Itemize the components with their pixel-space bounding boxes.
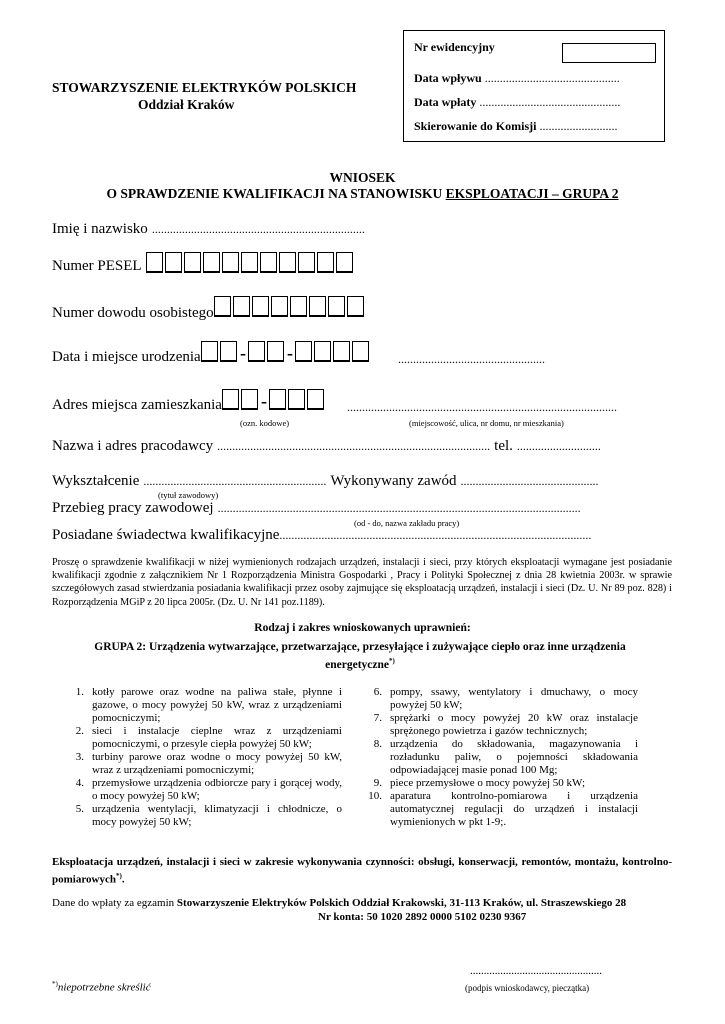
phone-field[interactable]: ............................ [516,439,601,453]
list-item [360,712,638,738]
list-item-number: 4. [75,777,84,789]
committee-referral-field[interactable]: .......................... [539,119,618,133]
digit-box[interactable] [146,252,163,273]
office-use-box [403,30,665,142]
education-hint: (tytuł zawodowy) [158,490,219,500]
list-item-text: pompy, ssawy, wentylatory i dmuchawy, o mocy powyżej 50 kW; [390,686,638,711]
organization-branch: Oddział Kraków [138,97,235,112]
digit-box[interactable] [269,389,286,410]
digit-box[interactable] [298,252,315,273]
registration-number-label: Nr ewidencyjny [414,40,495,54]
postal-code-hint: (ozn. kodowe) [240,418,290,428]
id-number-label: Numer dowodu osobistego [52,305,214,321]
digit-box[interactable] [295,341,312,362]
items-left-column [62,686,342,829]
digit-box[interactable] [314,341,331,362]
name-label: Imię i nazwisko [52,221,148,237]
list-item-text: kotły parowe oraz wodne na paliwa stałe, płynne i gazowe, o mocy powyżej 50 kW, wraz z urządzeniami pomocniczymi; [92,686,342,724]
request-paragraph: Proszę o sprawdzenie kwalifikacji w niżej wymienionych rodzajach urządzeń, instalacji i sieci, przy których eksploatacji wymagane jest posiadanie kwalifikacji zgodnie z załącznikiem Nr 1 Rozporządzenia Ministra Gospodarki , Pracy i Polityki Społecznej z dnia 28 kwietnia 2003r. w sprawie szczegółowych zasad stwierdzania posiadania kwalifikacji przez osoby zajmujące się eksploatacją urządzeń, instalacji i sieci (Dz. U. Nr 89 poz. 828) i Rozporządzenia MGiP z 20 lipca 2005r. (Dz. U. Nr 141 poz.1189). [52,557,672,608]
scope-statement: Eksploatacja urządzeń, instalacji i sieci w zakresie wykonywania czynności: obsługi, konserwacji, remontów, montażu, kontrolno-pomiarowych*). [52,856,672,886]
items-right-column [360,686,638,829]
list-item-number: 2. [75,725,84,737]
profession-field[interactable]: .............................................. [460,474,599,488]
id-number-boxes[interactable] [214,296,366,317]
list-item-text: sprężarki o mocy powyżej 20 kW oraz instalacje sprężonego powietrza i gazów technicznych; [390,712,638,737]
list-item [62,751,342,777]
group-heading: GRUPA 2: Urządzenia wytwarzające, przetwarzające, przesyłające i zużywające ciepło oraz inne urządzenia energetyczne*) [94,641,626,671]
list-item-number: 8. [373,738,382,750]
list-item-text: sieci i instalacje cieplne wraz z urządzeniami pomocniczymi, o przesyle ciepła powyżej 50 kW; [92,725,342,750]
list-item-number: 1. [75,686,84,698]
list-item-text: piece przemysłowe o mocy powyżej 50 kW; [390,777,586,789]
digit-box[interactable] [252,296,269,317]
digit-box[interactable] [214,296,231,317]
digit-box[interactable] [279,252,296,273]
payment-date-field[interactable]: ............................................... [479,95,621,109]
digit-box[interactable] [165,252,182,273]
list-item-number: 7. [373,712,382,724]
list-item-number: 10. [368,790,382,802]
digit-box[interactable] [328,296,345,317]
list-item [62,777,342,803]
dash-separator: - [261,391,267,411]
digit-box[interactable] [307,389,324,410]
payment-info: Dane do wpłaty za egzamin Stowarzyszenie Elektryków Polskich Oddział Krakowski, 31-113 Kraków, ul. Straszewskiego 28 [52,897,627,909]
address-hint: (miejscowość, ulica, nr domu, nr mieszkania) [409,418,564,428]
digit-box[interactable] [352,341,369,362]
birth-date-boxes[interactable] [201,341,371,362]
list-item [360,790,638,829]
digit-box[interactable] [267,341,284,362]
employer-row: Nazwa i adres pracodawcy ........................................................................................... tel. ............................ [52,438,601,454]
career-hint: (od - do, nazwa zakładu pracy) [354,518,460,528]
dash-separator: - [240,343,246,363]
address-label: Adres miejsca zamieszkania [52,397,222,413]
digit-box[interactable] [222,252,239,273]
career-field[interactable]: ......................................................................................................................... [217,501,581,515]
address-field[interactable]: .......................................................................................... [347,400,617,414]
digit-box[interactable] [241,389,258,410]
digit-box[interactable] [201,341,218,362]
certificates-row: Posiadane świadectwa kwalifikacyjne........................................................................................................ [52,527,592,543]
list-item [62,725,342,751]
digit-box[interactable] [271,296,288,317]
digit-box[interactable] [233,296,250,317]
digit-box[interactable] [333,341,350,362]
document-subtitle: O SPRAWDZENIE KWALIFIKACJI NA STANOWISKU EKSPLOATACJI – GRUPA 2 [106,186,619,201]
digit-box[interactable] [222,389,239,410]
list-item [360,777,638,790]
digit-box[interactable] [290,296,307,317]
pesel-boxes[interactable] [146,252,355,273]
employer-field[interactable]: ........................................................................................... [217,439,491,453]
registration-number-field[interactable] [562,43,656,63]
list-item [62,803,342,829]
receipt-date-row: Data wpływu ............................................. [414,71,620,85]
receipt-date-field[interactable]: ............................................. [484,71,620,85]
digit-box[interactable] [317,252,334,273]
postal-code-boxes[interactable] [222,389,326,410]
digit-box[interactable] [241,252,258,273]
payment-date-row: Data wpłaty ............................................... [414,95,621,109]
list-item [360,738,638,777]
list-item-text: urządzenia do składowania, magazynowania i rozładunku paliw, o pojemności składowania odpowiadającej masie ponad 100 Mg; [390,738,638,776]
name-field[interactable]: ....................................................................... [151,222,365,236]
career-row: Przebieg pracy zawodowej ......................................................................................................................... [52,500,581,516]
list-item-text: turbiny parowe oraz wodne o mocy powyżej 50 kW, wraz z urządzeniami pomocniczymi; [92,751,342,776]
list-item-number: 9. [373,777,382,789]
digit-box[interactable] [288,389,305,410]
dash-separator: - [287,343,293,363]
committee-referral-row: Skierowanie do Komisji .......................... [414,119,618,133]
signature-field[interactable]: ................................................ [470,965,602,977]
digit-box[interactable] [248,341,265,362]
bank-account: Nr konta: 50 1020 2892 0000 5102 0230 9367 [318,911,527,923]
organization-name: STOWARZYSZENIE ELEKTRYKÓW POLSKICH [52,80,357,95]
digit-box[interactable] [203,252,220,273]
digit-box[interactable] [347,296,364,317]
list-item [62,686,342,725]
birth-place-field[interactable]: ................................................. [398,352,545,366]
signature-label: (podpis wnioskodawcy, pieczątka) [465,983,590,993]
list-item-text: przemysłowe urządzenia odbiorcze pary i gorącej wody, o mocy powyżej 50 kW; [92,777,342,802]
list-item-number: 3. [75,751,84,763]
name-row [52,220,365,238]
digit-box[interactable] [220,341,237,362]
education-row: Wykształcenie ............................................................. Wykonywany zawód .............................................. [52,473,599,489]
document-title: WNIOSEK [329,170,396,185]
pesel-label: Numer PESEL [52,258,142,274]
list-item-number: 5. [75,803,84,815]
section-heading: Rodzaj i zakres wnioskowanych uprawnień: [254,622,471,634]
digit-box[interactable] [184,252,201,273]
birth-label: Data i miejsce urodzenia [52,349,201,365]
list-item-text: aparatura kontrolno-pomiarowa i urządzenia automatycznej regulacji do urządzeń i instalacji wymienionych w pkt 1-9;. [390,790,638,828]
list-item-number: 6. [373,686,382,698]
digit-box[interactable] [309,296,326,317]
digit-box[interactable] [336,252,353,273]
list-item-text: urządzenia wentylacji, klimatyzacji i chłodnicze, o mocy powyżej 50 kW; [92,803,342,828]
education-field[interactable]: ............................................................. [143,474,327,488]
footnote: *)niepotrzebne skreślić [52,980,151,994]
digit-box[interactable] [260,252,277,273]
certificates-field[interactable]: ........................................................................................................ [279,528,592,542]
list-item [360,686,638,712]
